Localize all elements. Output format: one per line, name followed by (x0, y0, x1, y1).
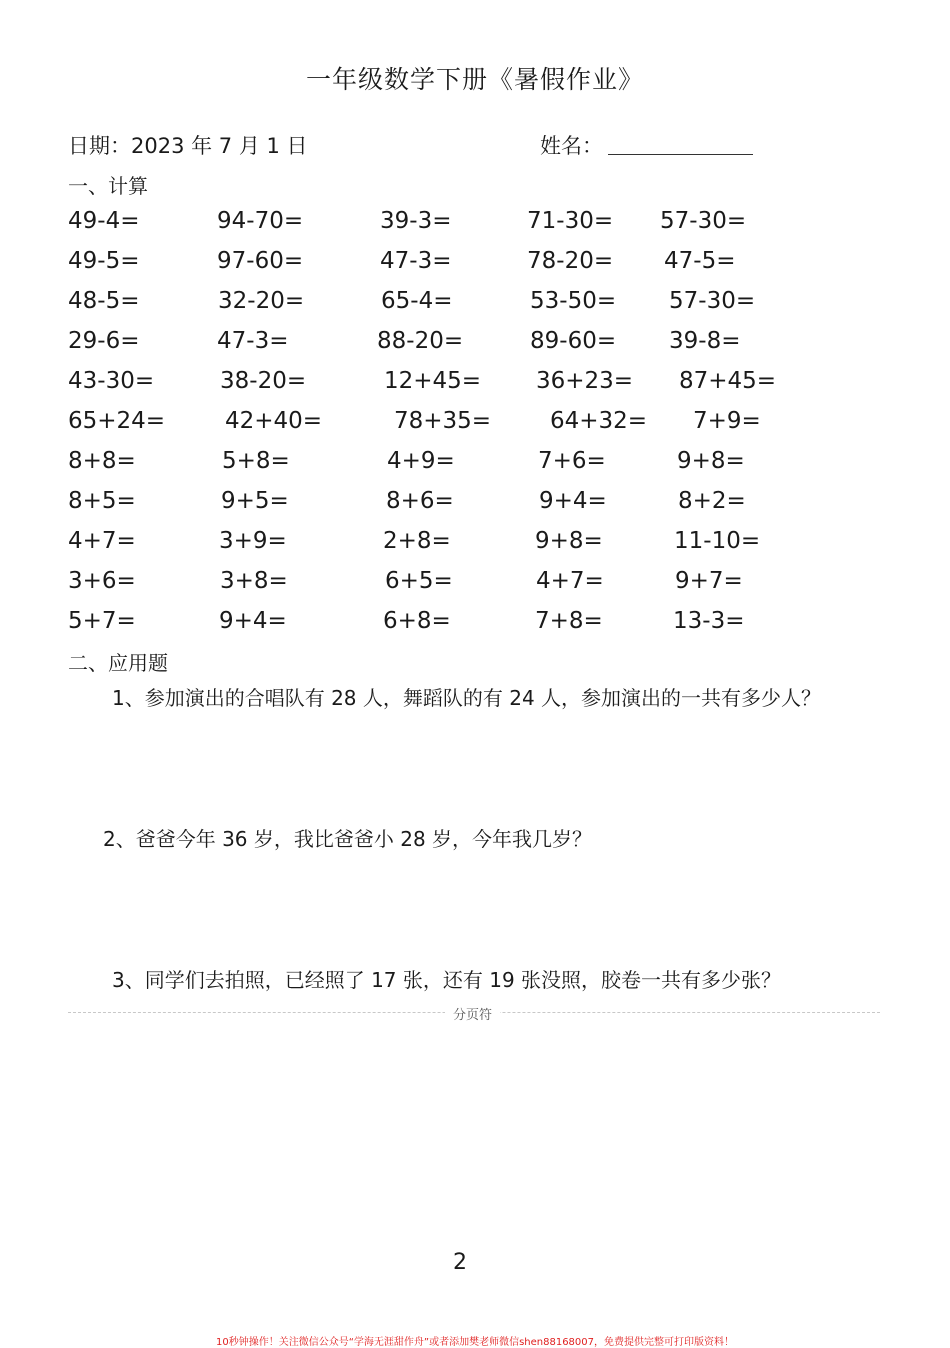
equation: 9+8= (535, 528, 603, 554)
equation: 4+7= (68, 528, 136, 554)
equation: 11-10= (674, 528, 761, 554)
page-break-label: 分页符 (445, 1004, 500, 1023)
section-calculation-heading: 一、计算 (68, 174, 148, 198)
equation: 5+8= (222, 448, 290, 474)
equation: 3+6= (68, 568, 136, 594)
equation: 9+7= (675, 568, 743, 594)
equation: 97-60= (217, 248, 304, 274)
equation: 29-6= (68, 328, 140, 354)
equation: 3+9= (219, 528, 287, 554)
name-blank-line (608, 154, 753, 155)
equation: 8+6= (386, 488, 454, 514)
equation: 65+24= (68, 408, 166, 434)
equation: 38-20= (220, 368, 307, 394)
footer-notice: 10秒钟操作！关注微信公众号“学海无涯甜作舟”或者添加樊老师微信shen88168007，免费提供完整可打印版资料！ (215, 1337, 735, 1348)
equation: 78-20= (527, 248, 614, 274)
equation: 4+9= (387, 448, 455, 474)
equation: 12+45= (384, 368, 482, 394)
equation: 49-5= (68, 248, 140, 274)
equation: 8+8= (68, 448, 136, 474)
page-title: 一年级数学下册《暑假作业》 (305, 65, 644, 94)
equation: 8+5= (68, 488, 136, 514)
equation: 43-30= (68, 368, 155, 394)
word-problem: 1、参加演出的合唱队有 28 人，舞蹈队的有 24 人，参加演出的一共有多少人？ (112, 686, 822, 710)
equation: 7+9= (693, 408, 761, 434)
equation: 71-30= (527, 208, 614, 234)
equation: 94-70= (217, 208, 304, 234)
equation: 5+7= (68, 608, 136, 634)
equation: 57-30= (660, 208, 747, 234)
equation: 13-3= (673, 608, 745, 634)
equation: 42+40= (225, 408, 323, 434)
equation: 57-30= (669, 288, 756, 314)
equation: 47-3= (380, 248, 452, 274)
equation: 6+5= (385, 568, 453, 594)
word-problem: 2、爸爸今年 36 岁，我比爸爸小 28 岁，今年我几岁？ (103, 827, 593, 851)
equation: 47-5= (664, 248, 736, 274)
name-label: 姓名： (540, 134, 603, 158)
equation: 64+32= (550, 408, 648, 434)
equation: 47-3= (217, 328, 289, 354)
equation: 9+4= (539, 488, 607, 514)
equation: 89-60= (530, 328, 617, 354)
equation: 7+8= (535, 608, 603, 634)
equation: 78+35= (394, 408, 492, 434)
equation: 9+5= (221, 488, 289, 514)
equation: 9+4= (219, 608, 287, 634)
equation: 49-4= (68, 208, 140, 234)
equation: 9+8= (677, 448, 745, 474)
equation: 87+45= (679, 368, 777, 394)
page-number: 2 (453, 1250, 467, 1275)
equation: 3+8= (220, 568, 288, 594)
word-problem: 3、同学们去拍照，已经照了 17 张，还有 19 张没照，胶卷一共有多少张？ (112, 968, 782, 992)
equation: 32-20= (218, 288, 305, 314)
equation: 2+8= (383, 528, 451, 554)
equation: 36+23= (536, 368, 634, 394)
equation: 88-20= (377, 328, 464, 354)
equation: 6+8= (383, 608, 451, 634)
equation: 65-4= (381, 288, 453, 314)
equation: 39-8= (669, 328, 741, 354)
equation: 53-50= (530, 288, 617, 314)
equation: 39-3= (380, 208, 452, 234)
equation: 8+2= (678, 488, 746, 514)
equation: 7+6= (538, 448, 606, 474)
date-label: 日期：2023 年 7 月 1 日 (68, 134, 308, 158)
section-word-problems-heading: 二、应用题 (68, 651, 168, 675)
equation: 48-5= (68, 288, 140, 314)
equation: 4+7= (536, 568, 604, 594)
